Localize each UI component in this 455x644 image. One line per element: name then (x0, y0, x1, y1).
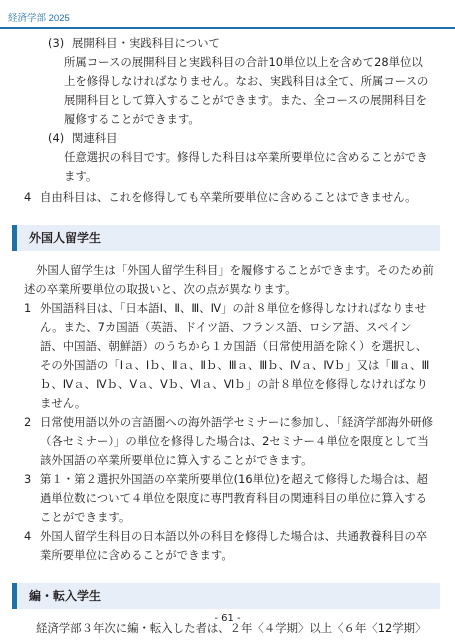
foreign-item-1-num: 1 (24, 301, 32, 315)
foreign-item-4-num: 4 (24, 529, 32, 543)
document-body (24, 34, 434, 638)
foreign-item-3 (24, 470, 434, 527)
page-header (0, 10, 455, 30)
foreign-item-3-text: 第１・第２選択外国語の卒業所要単位(16単位)を超えて修得した場合は、超過単位数について４単位を限度に専門教育科目の関連科目の単位に算入することができます。 (40, 472, 428, 524)
subsection-3 (24, 34, 434, 53)
header-rule (0, 27, 455, 29)
subsection-3-body: 所属コースの展開科目と実践科目の合計10単位以上を含めて28単位以上を修得しなければなりません。なお、実践科目は全て、所属コースの展開科目として算入することができます。また、全コースの展開科目を履修することができます。 (64, 55, 429, 126)
foreign-item-2-num: 2 (24, 415, 32, 429)
section-heading-foreign-students: 外国人留学生 (12, 225, 440, 251)
item-free-subjects (24, 188, 434, 207)
subsection-4-title: 関連科目 (72, 131, 118, 145)
foreign-item-2 (24, 413, 434, 470)
section-heading-transfer-students: 編・転入学生 (12, 583, 440, 609)
subsection-4-body: 任意選択の科目です。修得した科目は卒業所要単位に含めることができます。 (64, 150, 428, 183)
subsection-4-num: (4) (48, 131, 65, 145)
foreign-item-2-text: 日常使用語以外の言語圏への海外語学セミナーに参加し、「経済学部海外研修（各セミナー）」の単位を修得した場合は、2セミナー４単位を限度として当該外国語の卒業所要単位に算入することができます。 (40, 415, 433, 467)
item-free-subjects-num: 4 (24, 190, 32, 204)
foreign-item-3-num: 3 (24, 472, 32, 486)
transfer-intro: 経済学部３年次に編・転入した者は、２年〈４学期〉以上〈６年〈12学期〉 (36, 621, 427, 635)
subsection-3-num: (3) (48, 36, 65, 50)
foreign-item-4-text: 外国人留学生科目の日本語以外の科目を修得した場合は、共通教養科目の卒業所要単位に含めることができます。 (40, 529, 428, 562)
subsection-3-title: 展開科目・実践科目について (72, 36, 220, 50)
subsection-4 (24, 129, 434, 148)
page-number: - 61 - (214, 613, 241, 624)
header-label: 経済学部 2025 (8, 13, 70, 24)
foreign-item-1 (24, 299, 434, 413)
foreign-item-1-text: 外国語科目は、「日本語Ⅰ、Ⅱ、Ⅲ、Ⅳ」の計８単位を修得しなければなりません。また、7カ国語（英語、ドイツ語、フランス語、ロシア語、スペイン語、中国語、朝鮮語）のうちから１カ国語（日常使用語を除く）を選択し、その外国語の「Ⅰａ、Ⅰｂ、Ⅱａ、Ⅱｂ、Ⅲａ、Ⅲｂ、Ⅳａ、Ⅳｂ」又は「Ⅲａ、Ⅲｂ、Ⅳａ、Ⅳｂ、Ⅴａ、Ⅴｂ、Ⅵａ、Ⅵｂ」の計８単位を修得しなければなりません。 (40, 301, 430, 410)
item-free-subjects-text: 自由科目は、これを修得しても卒業所要単位に含めることはできません。 (40, 190, 417, 204)
foreign-item-4 (24, 527, 434, 565)
foreign-intro: 外国人留学生は「外国人留学生科目」を履修することができます。そのため前述の卒業所要単位の取扱いと、次の点が異なります。 (24, 263, 434, 296)
